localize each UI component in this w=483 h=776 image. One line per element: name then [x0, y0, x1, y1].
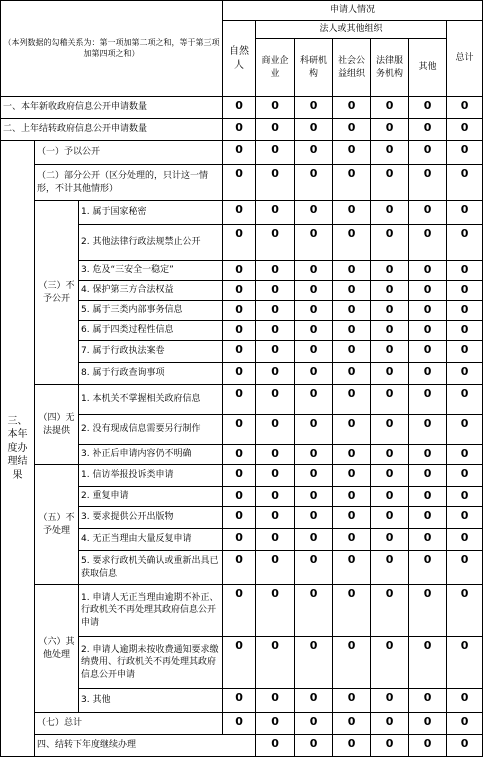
value-cell-enterprise: 0 — [256, 321, 295, 341]
value-cell-total: 0 — [447, 261, 483, 281]
value-cell-other: 0 — [409, 637, 447, 689]
value-cell-other: 0 — [409, 321, 447, 341]
value-cell-other: 0 — [409, 201, 447, 225]
value-cell-research: 0 — [295, 281, 333, 301]
value-cell-natural: 0 — [223, 321, 256, 341]
value-cell-other: 0 — [409, 141, 447, 165]
value-cell-law: 0 — [371, 529, 409, 551]
social-header: 社会公益组织 — [333, 39, 371, 97]
value-cell-total: 0 — [447, 529, 483, 551]
value-cell-natural: 0 — [223, 341, 256, 363]
row-label: 1. 属于国家秘密 — [79, 201, 223, 225]
value-cell-total: 0 — [447, 301, 483, 321]
result-section-label: 三、本年度办理结果 — [1, 141, 35, 757]
value-cell-other: 0 — [409, 301, 447, 321]
value-cell-social: 0 — [333, 363, 371, 385]
total-header: 总计 — [447, 21, 483, 97]
value-cell-enterprise: 0 — [256, 551, 295, 585]
value-cell-social: 0 — [333, 689, 371, 713]
value-cell-law: 0 — [371, 637, 409, 689]
value-cell-social: 0 — [333, 165, 371, 201]
row-g1 — [1, 141, 483, 165]
value-cell-social: 0 — [333, 97, 371, 119]
value-cell-research: 0 — [295, 385, 333, 415]
value-cell-natural: 0 — [223, 363, 256, 385]
value-cell-natural: 0 — [223, 415, 256, 445]
value-cell-social: 0 — [333, 637, 371, 689]
row-label: 二、上年结转政府信息公开申请数量 — [1, 119, 223, 141]
value-cell-law: 0 — [371, 97, 409, 119]
value-cell-natural: 0 — [223, 385, 256, 415]
row-label: 1. 申请人无正当理由逾期不补正、行政机关不再处理其政府信息公开申请 — [79, 585, 223, 637]
value-cell-natural: 0 — [223, 261, 256, 281]
value-cell-total: 0 — [447, 341, 483, 363]
value-cell-law: 0 — [371, 225, 409, 261]
value-cell-enterprise: 0 — [256, 689, 295, 713]
value-cell-research: 0 — [295, 465, 333, 487]
row-label: 一、本年新收政府信息公开申请数量 — [1, 97, 223, 119]
group-label: （六）其他处理 — [35, 585, 79, 713]
value-cell-research: 0 — [295, 201, 333, 225]
value-cell-social: 0 — [333, 445, 371, 465]
value-cell-natural: 0 — [223, 119, 256, 141]
law-header: 法律服务机构 — [371, 39, 409, 97]
enterprise-header: 商业企业 — [256, 39, 295, 97]
value-cell-research: 0 — [295, 713, 333, 735]
value-cell-natural: 0 — [223, 97, 256, 119]
value-cell-social: 0 — [333, 141, 371, 165]
value-cell-research: 0 — [295, 363, 333, 385]
value-cell-natural: 0 — [223, 225, 256, 261]
value-cell-enterprise: 0 — [256, 341, 295, 363]
value-cell-research: 0 — [295, 225, 333, 261]
value-cell-enterprise: 0 — [256, 465, 295, 487]
value-cell-social: 0 — [333, 225, 371, 261]
value-cell-other: 0 — [409, 119, 447, 141]
value-cell-law: 0 — [371, 465, 409, 487]
value-cell-other: 0 — [409, 487, 447, 507]
row-label: 2. 没有现成信息需要另行制作 — [79, 415, 223, 445]
value-cell-social: 0 — [333, 261, 371, 281]
value-cell-law: 0 — [371, 585, 409, 637]
value-cell-research: 0 — [295, 301, 333, 321]
row-label: 2. 其他法律行政法规禁止公开 — [79, 225, 223, 261]
note-cell: （本列数据的勾稽关系为：第一项加第二项之和，等于第三项加第四项之和） — [1, 1, 223, 97]
row-label: 5. 要求行政机关确认或重新出具已获取信息 — [79, 551, 223, 585]
row-g5-1 — [1, 465, 483, 487]
value-cell-research: 0 — [295, 487, 333, 507]
value-cell-other: 0 — [409, 341, 447, 363]
row-label: 5. 属于三类内部事务信息 — [79, 301, 223, 321]
value-cell-other: 0 — [409, 97, 447, 119]
row-carried-over — [1, 119, 483, 141]
value-cell-natural: 0 — [223, 141, 256, 165]
row-g6-1 — [1, 585, 483, 637]
value-cell-research: 0 — [295, 551, 333, 585]
value-cell-natural: 0 — [223, 637, 256, 689]
row-label: 6. 属于四类过程性信息 — [79, 321, 223, 341]
header-row-1 — [1, 1, 483, 21]
value-cell-natural: 0 — [223, 551, 256, 585]
value-cell-total: 0 — [447, 465, 483, 487]
value-cell-natural: 0 — [223, 445, 256, 465]
value-cell-total: 0 — [447, 281, 483, 301]
row-g4-1 — [1, 385, 483, 415]
value-cell-enterprise: 0 — [256, 97, 295, 119]
value-cell-social: 0 — [333, 301, 371, 321]
value-cell-total: 0 — [447, 119, 483, 141]
value-cell-natural: 0 — [223, 529, 256, 551]
legal-person-header: 法人或其他组织 — [256, 21, 447, 39]
value-cell-other: 0 — [409, 415, 447, 445]
value-cell-enterprise: 0 — [256, 487, 295, 507]
value-cell-research: 0 — [295, 445, 333, 465]
row-label: （一）予以公开 — [35, 141, 223, 165]
value-cell-social: 0 — [333, 465, 371, 487]
value-cell-enterprise: 0 — [256, 141, 295, 165]
value-cell-social: 0 — [333, 713, 371, 735]
other-header: 其他 — [409, 39, 447, 97]
value-cell-research: 0 — [333, 735, 371, 757]
value-cell-social: 0 — [333, 585, 371, 637]
value-cell-natural: 0 — [223, 487, 256, 507]
value-cell-research: 0 — [295, 165, 333, 201]
value-cell-natural: 0 — [223, 689, 256, 713]
value-cell-other: 0 — [409, 281, 447, 301]
value-cell-social: 0 — [333, 529, 371, 551]
value-cell-total: 0 — [447, 445, 483, 465]
row-label: 1. 本机关不掌握相关政府信息 — [79, 385, 223, 415]
row-g2 — [1, 165, 483, 201]
natural-person-header: 自然人 — [223, 21, 256, 97]
value-cell-other: 0 — [409, 363, 447, 385]
row-label: 3. 危及“三安全一稳定” — [79, 261, 223, 281]
value-cell-social: 0 — [333, 487, 371, 507]
value-cell-law: 0 — [371, 385, 409, 415]
value-cell-research: 0 — [295, 415, 333, 445]
value-cell-enterprise: 0 — [256, 529, 295, 551]
value-cell-law: 0 — [371, 281, 409, 301]
value-cell-enterprise: 0 — [256, 585, 295, 637]
value-cell-total: 0 — [447, 585, 483, 637]
value-cell-natural: 0 — [223, 201, 256, 225]
value-cell-total: 0 — [447, 637, 483, 689]
value-cell-total: 0 — [447, 321, 483, 341]
value-cell-law: 0 — [371, 201, 409, 225]
value-cell-social: 0 — [333, 507, 371, 529]
research-header: 科研机构 — [295, 39, 333, 97]
value-cell-research: 0 — [295, 119, 333, 141]
value-cell-research: 0 — [295, 141, 333, 165]
value-cell-research: 0 — [295, 585, 333, 637]
value-cell-other: 0 — [409, 551, 447, 585]
value-cell-law: 0 — [371, 507, 409, 529]
value-cell-enterprise: 0 — [256, 713, 295, 735]
value-cell-social: 0 — [333, 385, 371, 415]
value-cell-enterprise: 0 — [256, 445, 295, 465]
value-cell-social: 0 — [333, 321, 371, 341]
value-cell-law: 0 — [371, 487, 409, 507]
row-label: 3. 其他 — [79, 689, 223, 713]
group-label: （三）不予公开 — [35, 201, 79, 385]
row-label: 四、结转下年度继续办理 — [35, 735, 256, 757]
value-cell-other: 0 — [409, 165, 447, 201]
value-cell-enterprise: 0 — [256, 415, 295, 445]
row-label: （七）总计 — [35, 713, 223, 735]
value-cell-natural: 0 — [223, 465, 256, 487]
value-cell-total: 0 — [447, 97, 483, 119]
value-cell-enterprise: 0 — [256, 119, 295, 141]
row-label: 7. 属于行政执法案卷 — [79, 341, 223, 363]
row-new-applications — [1, 97, 483, 119]
row-label: 4. 保护第三方合法权益 — [79, 281, 223, 301]
value-cell-total: 0 — [447, 507, 483, 529]
value-cell-other: 0 — [409, 385, 447, 415]
value-cell-total: 0 — [447, 165, 483, 201]
value-cell-enterprise: 0 — [256, 165, 295, 201]
value-cell-enterprise: 0 — [256, 507, 295, 529]
value-cell-social: 0 — [333, 551, 371, 585]
value-cell-law: 0 — [409, 735, 447, 757]
value-cell-total: 0 — [447, 363, 483, 385]
applicant-header: 申请人情况 — [223, 1, 483, 21]
value-cell-research: 0 — [295, 341, 333, 363]
value-cell-law: 0 — [371, 321, 409, 341]
value-cell-natural: 0 — [223, 585, 256, 637]
value-cell-law: 0 — [371, 445, 409, 465]
value-cell-natural: 0 — [223, 165, 256, 201]
value-cell-total: 0 — [447, 225, 483, 261]
value-cell-other: 0 — [409, 261, 447, 281]
group-label: （四）无法提供 — [35, 385, 79, 465]
row-carry-forward — [1, 735, 483, 757]
value-cell-natural: 0 — [223, 281, 256, 301]
value-cell-social: 0 — [333, 341, 371, 363]
value-cell-social: 0 — [333, 415, 371, 445]
value-cell-law: 0 — [371, 713, 409, 735]
row-label: 1. 信访举报投诉类申请 — [79, 465, 223, 487]
value-cell-other: 0 — [409, 713, 447, 735]
value-cell-natural: 0 — [223, 713, 256, 735]
row-label: 2. 申请人逾期未按收费通知要求缴纳费用、行政机关不再处理其政府信息公开申请 — [79, 637, 223, 689]
value-cell-research: 0 — [295, 637, 333, 689]
value-cell-total: 0 — [447, 141, 483, 165]
value-cell-total: 0 — [447, 487, 483, 507]
value-cell-enterprise: 0 — [256, 281, 295, 301]
value-cell-total: 0 — [447, 201, 483, 225]
row-g7-total — [1, 713, 483, 735]
value-cell-enterprise: 0 — [295, 735, 333, 757]
value-cell-enterprise: 0 — [256, 225, 295, 261]
value-cell-enterprise: 0 — [256, 637, 295, 689]
value-cell-law: 0 — [371, 261, 409, 281]
value-cell-law: 0 — [371, 415, 409, 445]
value-cell-social: 0 — [333, 119, 371, 141]
value-cell-total: 0 — [447, 689, 483, 713]
value-cell-law: 0 — [371, 689, 409, 713]
value-cell-law: 0 — [371, 551, 409, 585]
value-cell-natural: 0 — [223, 301, 256, 321]
row-label: 3. 要求提供公开出版物 — [79, 507, 223, 529]
value-cell-other: 0 — [447, 735, 483, 757]
value-cell-total: 0 — [447, 415, 483, 445]
value-cell-research: 0 — [295, 529, 333, 551]
value-cell-research: 0 — [295, 97, 333, 119]
value-cell-research: 0 — [295, 507, 333, 529]
value-cell-other: 0 — [409, 585, 447, 637]
value-cell-research: 0 — [295, 689, 333, 713]
value-cell-social: 0 — [371, 735, 409, 757]
value-cell-enterprise: 0 — [256, 385, 295, 415]
value-cell-law: 0 — [371, 119, 409, 141]
value-cell-natural: 0 — [223, 507, 256, 529]
row-label: （二）部分公开（区分处理的，只计这一情形，不计其他情形） — [35, 165, 223, 201]
value-cell-social: 0 — [333, 201, 371, 225]
value-cell-law: 0 — [371, 301, 409, 321]
row-label: 2. 重复申请 — [79, 487, 223, 507]
value-cell-other: 0 — [409, 465, 447, 487]
value-cell-other: 0 — [409, 529, 447, 551]
row-label: 3. 补正后申请内容仍不明确 — [79, 445, 223, 465]
value-cell-natural: 0 — [256, 735, 295, 757]
value-cell-other: 0 — [409, 507, 447, 529]
value-cell-enterprise: 0 — [256, 363, 295, 385]
value-cell-total: 0 — [447, 385, 483, 415]
row-label: 8. 属于行政查询事项 — [79, 363, 223, 385]
value-cell-social: 0 — [333, 281, 371, 301]
value-cell-research: 0 — [295, 321, 333, 341]
value-cell-total: 0 — [447, 551, 483, 585]
value-cell-total: 0 — [447, 713, 483, 735]
row-label: 4. 无正当理由大量反复申请 — [79, 529, 223, 551]
value-cell-law: 0 — [371, 165, 409, 201]
value-cell-law: 0 — [371, 363, 409, 385]
value-cell-law: 0 — [371, 341, 409, 363]
value-cell-other: 0 — [409, 445, 447, 465]
row-g3-1 — [1, 201, 483, 225]
value-cell-enterprise: 0 — [256, 301, 295, 321]
value-cell-other: 0 — [409, 689, 447, 713]
value-cell-enterprise: 0 — [256, 201, 295, 225]
group-label: （五）不予处理 — [35, 465, 79, 585]
value-cell-enterprise: 0 — [256, 261, 295, 281]
value-cell-law: 0 — [371, 141, 409, 165]
value-cell-other: 0 — [409, 225, 447, 261]
value-cell-research: 0 — [295, 261, 333, 281]
